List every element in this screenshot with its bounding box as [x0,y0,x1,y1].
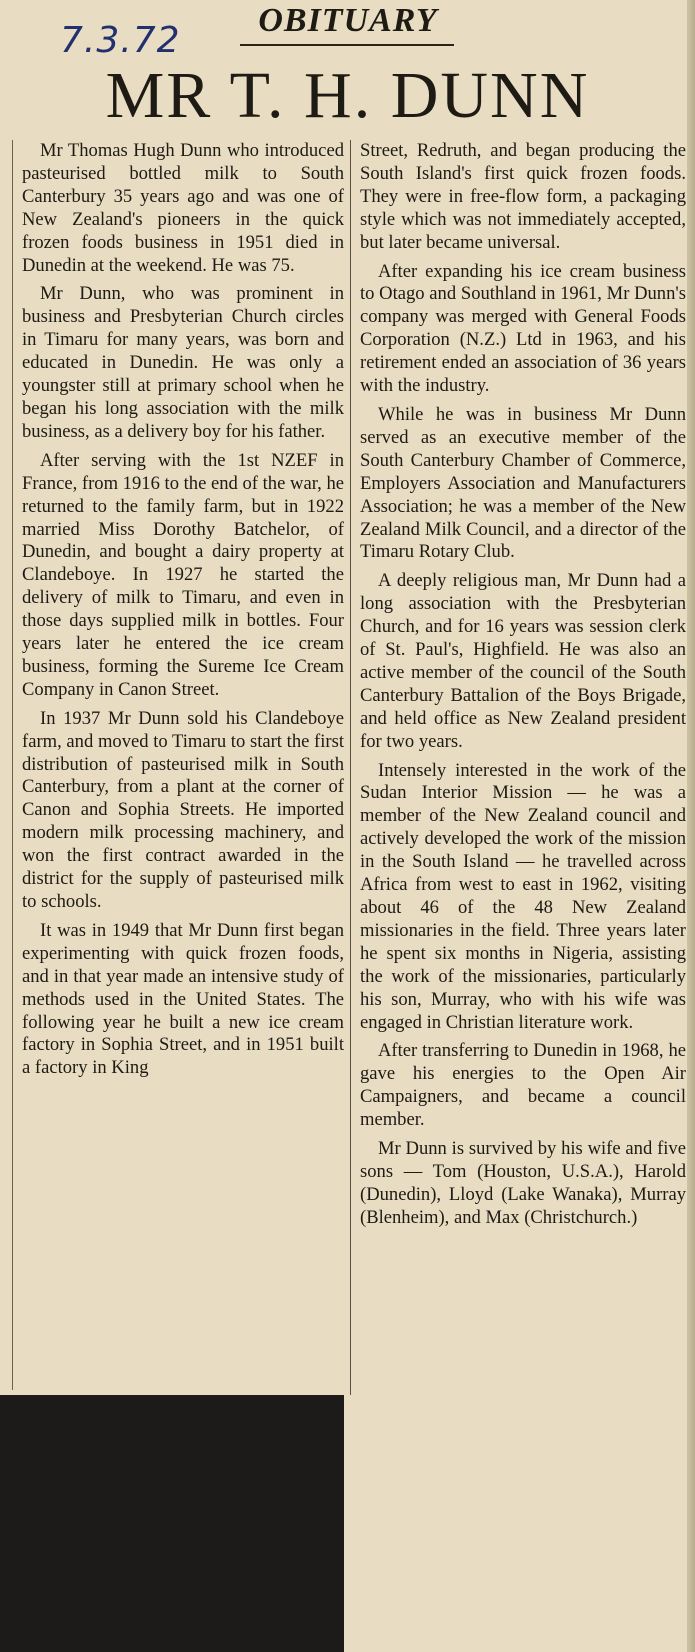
paragraph: Mr Thomas Hugh Dunn who introduced pasteurised bottled milk to South Canterbury 35 years ago and was one of New Zealand's pioneers in the quick frozen foods business in 1951 died in Dunedin at the weekend. He was 75. [22,140,344,276]
right-column [360,140,686,1650]
paragraph: After serving with the 1st NZEF in France, from 1916 to the end of the war, he returned to the family farm, but in 1922 married Miss Dorothy Batchelor, of Dunedin, and bought a dairy property at Clandeboye. In 1927 he started the delivery of milk to Timaru, and even in those days supplied milk in bottles. Four years later he entered the ice cream business, forming the Sureme Ice Cream Company in Canon Street. [22,449,344,700]
paragraph: Mr Dunn, who was prominent in business and Presbyterian Church circles in Timaru for many years, was born and educated in Dunedin. He was only a youngster still at primary school when he began his long association with the milk business, as a delivery boy for his father. [22,283,344,442]
kicker-rule [240,44,454,46]
left-border-rule [12,140,13,1390]
left-column [22,140,344,1390]
paragraph: While he was in business Mr Dunn served as an executive member of the South Canterbury Chamber of Commerce, Employers Association and Manufacturers Association; he was a member of the New Zealand Milk Council, and a director of the Timaru Rotary Club. [360,403,686,563]
paragraph: A deeply religious man, Mr Dunn had a long association with the Presbyterian Church, and for 16 years was session clerk of St. Paul's, Highfield. He was also an active member of the council of the South Canterbury Battalion of the Boys Brigade, and held office as New Zealand president for two years. [360,570,686,752]
paragraph: Street, Redruth, and began producing the South Island's first quick frozen foods. They were in free-flow form, a packaging style which was not immediately accepted, but later became universal. [360,140,686,253]
clipping-edge [687,0,695,1652]
paragraph: In 1937 Mr Dunn sold his Clandeboye farm, and moved to Timaru to start the first distribution of pasteurised milk in South Canterbury, from a plant at the corner of Canon and Sophia Streets. He imported modern milk processing machinery, and won the first contract awarded in the district for the supply of pasteurised milk to schools. [22,707,344,912]
background-area [0,1395,344,1652]
paragraph: It was in 1949 that Mr Dunn first began experimenting with quick frozen foods, and in that year made an intensive study of methods used in the United States. The following year he built a new ice cream factory in Sophia Street, and in 1951 built a factory in King [22,919,344,1079]
column-rule [350,140,351,1395]
paragraph: After transferring to Dunedin in 1968, he gave his energies to the Open Air Campaigners, and became a council member. [360,1040,686,1131]
handwritten-date: 7.3.72 [60,20,181,61]
paragraph: After expanding his ice cream business to Otago and Southland in 1961, Mr Dunn's company was merged with General Foods Corporation (N.Z.) Ltd in 1963, and his retirement ended an association of 36 years with the industry. [360,260,686,397]
paragraph: Intensely interested in the work of the Sudan Interior Mission — he was a member of the New Zealand council and actively developed the work of the mission in the South Island — he travelled across Africa from west to east in 1962, visiting about 46 of the 48 New Zealand missionaries in the field. Three years later he spent six months in Nigeria, assisting the work of the missionaries, particularly his son, Murray, who with his wife was engaged in Christian literature work. [360,759,686,1033]
paragraph: Mr Dunn is survived by his wife and five sons — Tom (Houston, U.S.A.), Harold (Dunedin), Lloyd (Lake Wanaka), Murray (Blenheim), and Max (Christchurch.) [360,1138,686,1228]
headline: MR T. H. DUNN [105,59,590,132]
section-kicker: OBITUARY [258,2,438,39]
